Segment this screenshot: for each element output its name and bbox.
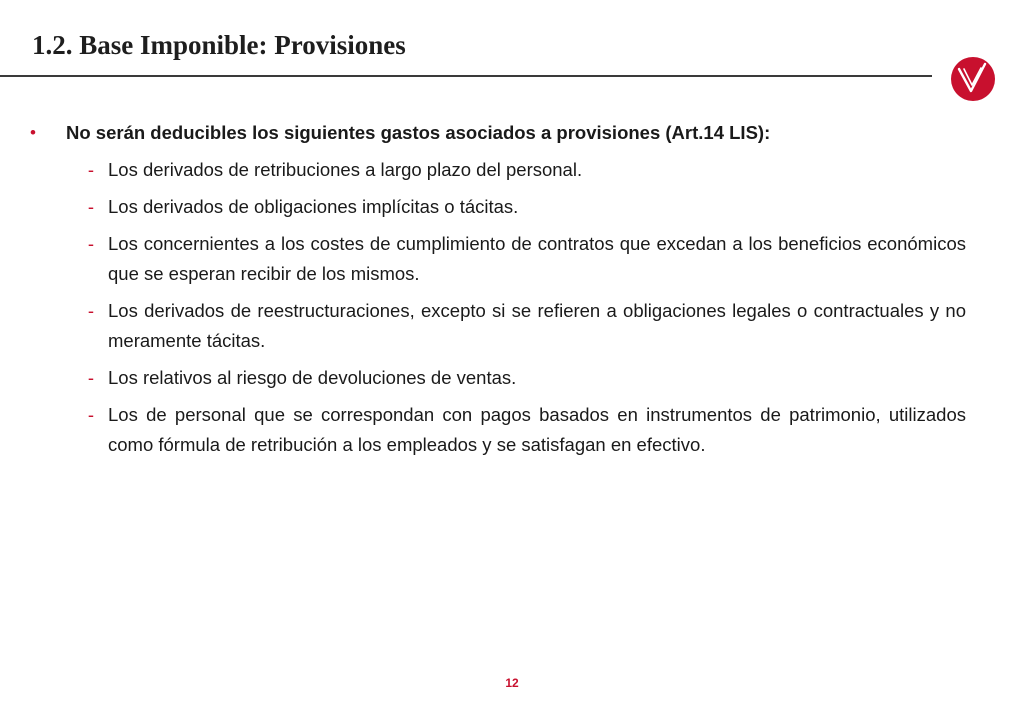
slide-title: 1.2. Base Imponible: Provisiones (32, 30, 406, 60)
dash-icon: - (87, 367, 94, 388)
list-item (28, 363, 966, 393)
main-point-text: No serán deducibles los siguientes gastos asociados a provisiones (Art.14 LIS): (66, 122, 771, 143)
slide-content (28, 118, 966, 467)
list-item (28, 229, 966, 289)
dash-icon: - (87, 159, 94, 180)
v-logo-icon (950, 56, 996, 102)
list-item (28, 400, 966, 460)
page-number: 12 (505, 676, 519, 690)
list-item-text: Los derivados de obligaciones implícitas o tácitas. (108, 196, 519, 217)
main-bullet-point (28, 118, 966, 148)
dash-icon: - (87, 233, 94, 254)
dash-icon: - (87, 404, 94, 425)
list-item-text: Los relativos al riesgo de devoluciones de ventas. (108, 367, 517, 388)
list-item-text: Los de personal que se correspondan con pagos basados en instrumentos de patrimonio, utilizados como fórmula de retribución a los empleados y se satisfagan en efectivo. (108, 404, 966, 455)
list-item-text: Los concernientes a los costes de cumplimiento de contratos que excedan a los beneficios económicos que se esperan recibir de los mismos. (108, 233, 966, 284)
list-item (28, 192, 966, 222)
sub-item-list (28, 155, 966, 460)
dash-icon: - (87, 196, 94, 217)
title-divider (0, 75, 932, 77)
bullet-icon: • (30, 123, 36, 142)
list-item-text: Los derivados de retribuciones a largo plazo del personal. (108, 159, 583, 180)
dash-icon: - (87, 300, 94, 321)
list-item (28, 155, 966, 185)
list-item (28, 296, 966, 356)
list-item-text: Los derivados de reestructuraciones, excepto si se refieren a obligaciones legales o contractuales y no meramente tácitas. (108, 300, 966, 351)
